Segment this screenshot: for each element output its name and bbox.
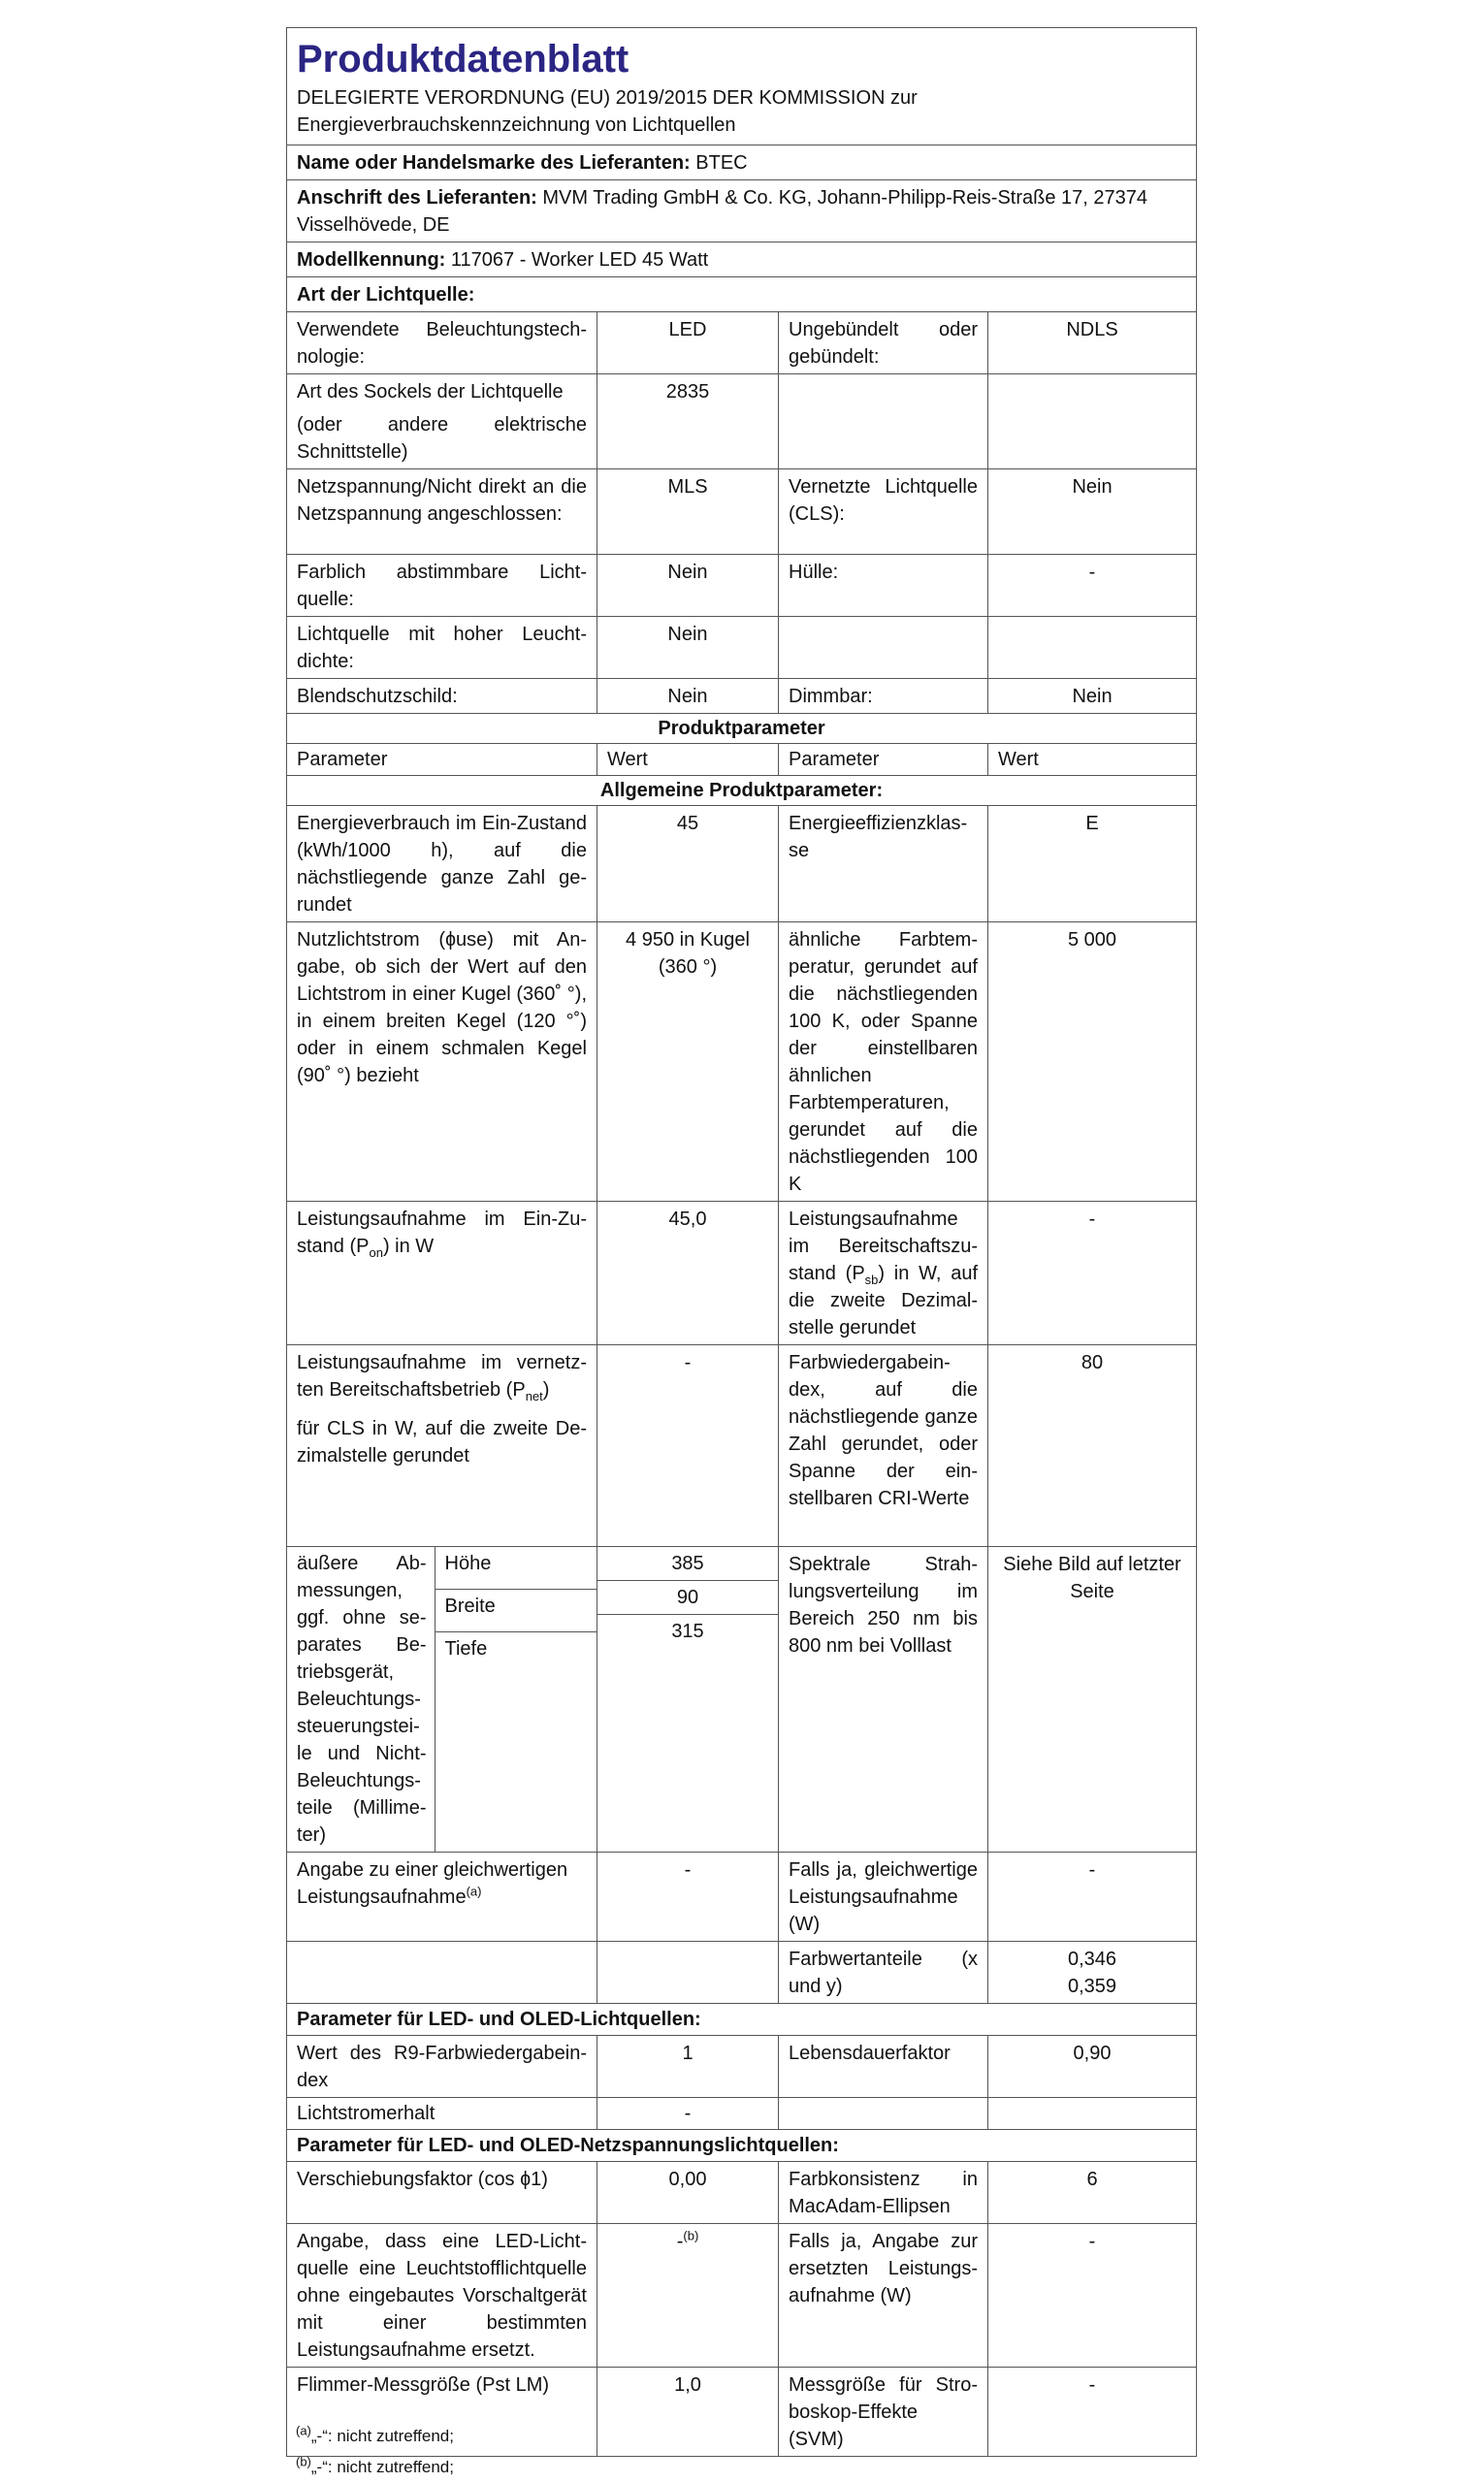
dimensions-values-cell bbox=[597, 1547, 779, 1853]
model-label: Modellkennung: bbox=[297, 249, 446, 271]
lumen-maintenance-label: Lichtstromerhalt bbox=[287, 2098, 597, 2130]
equivalent-power-value: - bbox=[597, 1853, 779, 1942]
color-temperature-label: ähnliche Farbtemperatur, gerundet auf die nächstliegenden 100 K, oder Spanne der einstellbaren ähnlichen Farbtemperaturen, gerundet auf die nächstliegenden 100 K bbox=[779, 922, 988, 1202]
type-row-4-value: Nein bbox=[597, 555, 779, 617]
standby-power-label-a: Leistungsaufnahme im Bereitschaftszustand (P bbox=[789, 1209, 978, 1284]
survival-factor-value: 0,90 bbox=[988, 2036, 1197, 2098]
model-value: 117067 - Worker LED 45 Watt bbox=[450, 249, 709, 271]
spectral-distribution-label: Spektrale Strahlungsverteilung im Bereich 250 nm bis 800 nm bei Volllast bbox=[779, 1547, 988, 1853]
width-label: Breite bbox=[435, 1589, 597, 1631]
color-consistency-label: Farbkonsistenz in MacAdam-Ellipsen bbox=[779, 2162, 988, 2224]
standby-power-sub: sb bbox=[864, 1273, 879, 1287]
col-header-value: Wert bbox=[597, 744, 779, 776]
col-header-value-2: Wert bbox=[988, 744, 1197, 776]
energy-consumption-label: Energieverbrauch im Ein-Zustand (kWh/1000 h), auf die nächstliegende ganze Zahl gerundet bbox=[287, 806, 597, 922]
chromaticity-empty bbox=[287, 1942, 597, 2004]
supplier-address-row bbox=[287, 180, 1197, 242]
networked-standby-sub: net bbox=[525, 1389, 543, 1403]
equivalent-power-label-text: Angabe zu einer gleichwertigen Leistungsaufnahme bbox=[297, 1859, 568, 1908]
height-label: Höhe bbox=[435, 1547, 597, 1589]
depth-value: 315 bbox=[671, 1621, 704, 1642]
type-row-4-label-2: Hülle: bbox=[779, 555, 988, 617]
height-value: 385 bbox=[597, 1547, 778, 1581]
footnote-a-text: „-“: nicht zutreffend; bbox=[310, 2427, 454, 2445]
type-row-5-label: Lichtquelle mit hoher Leuchtdichte: bbox=[287, 617, 597, 679]
svm-value: - bbox=[988, 2368, 1197, 2457]
replacement-claim-label: Angabe, dass eine LED-Lichtquelle eine Leuchtstofflichtquelle ohne eingebautes Vorschaltgerät mit einer bestimmten Leistungsaufnahme ersetzt. bbox=[287, 2224, 597, 2368]
supplier-address-value: MVM Trading GmbH & Co. KG, Johann-Philipp-Reis-Straße 17, 27374 Visselhövede, DE bbox=[297, 187, 1147, 236]
networked-standby-label bbox=[287, 1345, 597, 1547]
type-row-5-value: Nein bbox=[597, 617, 779, 679]
type-row-2-label bbox=[287, 374, 597, 469]
type-row-3-value: MLS bbox=[597, 469, 779, 555]
header-cell bbox=[287, 28, 1197, 145]
dimensions-cell bbox=[287, 1547, 597, 1853]
displacement-factor-value: 0,00 bbox=[597, 2162, 779, 2224]
type-row-4-label: Farblich abstimmbare Lichtquelle: bbox=[287, 555, 597, 617]
col-header-param-2: Parameter bbox=[779, 744, 988, 776]
type-row-6-label: Blendschutzschild: bbox=[287, 679, 597, 714]
replacement-claim-dash: - bbox=[676, 2231, 684, 2252]
on-mode-power-sub: on bbox=[369, 1245, 383, 1260]
type-row-3-value-2: Nein bbox=[988, 469, 1197, 555]
type-row-2-value: 2835 bbox=[597, 374, 779, 469]
footnote-b-text: „-“: nicht zutreffend; bbox=[310, 2458, 454, 2476]
r9-label: Wert des R9-Farbwiedergabeindex bbox=[287, 2036, 597, 2098]
sheet-table bbox=[286, 27, 1197, 2457]
luminous-flux-value: 4 950 in Kugel (360 °) bbox=[597, 922, 779, 1202]
on-mode-power-label-a: Leistungsaufnahme im Ein-Zustand (P bbox=[297, 1209, 587, 1257]
svm-label: Messgröße für Stroboskop-Effekte (SVM) bbox=[779, 2368, 988, 2457]
mains-params-heading: Parameter für LED- und OLED-Netzspannungslichtquellen: bbox=[287, 2130, 1197, 2162]
chromaticity-label: Farbwertanteile (x und y) bbox=[779, 1942, 988, 2004]
depth-label: Tiefe bbox=[444, 1638, 488, 1660]
footnote-a-mark: (a) bbox=[296, 2423, 311, 2438]
energy-consumption-value: 45 bbox=[597, 806, 779, 922]
flicker-label: Flimmer-Messgröße (Pst LM) bbox=[287, 2368, 597, 2457]
width-value: 90 bbox=[597, 1581, 778, 1615]
cri-label: Farbwiedergabeindex, auf die nächstliegende ganze Zahl gerundet, oder Spanne der einstellbaren CRI-Werte bbox=[779, 1345, 988, 1547]
equivalent-power-2-label: Falls ja, gleichwertige Leistungsaufnahme (W) bbox=[779, 1853, 988, 1942]
lumen-maintenance-value: - bbox=[597, 2098, 779, 2130]
footnote-a bbox=[296, 2421, 454, 2452]
type-row-1-label: Verwendete Beleuchtungstechnologie: bbox=[287, 312, 597, 374]
standby-power-label bbox=[779, 1202, 988, 1345]
supplier-name-value: BTEC bbox=[695, 152, 748, 174]
type-row-6-label-2: Dimmbar: bbox=[779, 679, 988, 714]
efficiency-class-value: E bbox=[988, 806, 1197, 922]
replaced-power-label: Falls ja, Angabe zur ersetzten Leistungsaufnahme (W) bbox=[779, 2224, 988, 2368]
type-row-1-label-2: Ungebündelt oder gebündelt: bbox=[779, 312, 988, 374]
chromaticity-x: 0,346 bbox=[1067, 1949, 1117, 1970]
type-row-3-label: Netzspannung/Nicht direkt an die Netzspannung angeschlossen: bbox=[287, 469, 597, 555]
networked-standby-label-b: ) bbox=[542, 1379, 550, 1401]
type-row-2-value-2 bbox=[988, 374, 1197, 469]
footnote-b-mark: (b) bbox=[296, 2454, 311, 2469]
footnotes bbox=[296, 2421, 454, 2483]
type-row-1-value: LED bbox=[597, 312, 779, 374]
socket-label: Art des Sockels der Lichtquelle bbox=[297, 381, 564, 403]
chromaticity-y: 0,359 bbox=[1067, 1976, 1117, 1997]
type-row-6-value-2: Nein bbox=[988, 679, 1197, 714]
replacement-claim-value bbox=[597, 2224, 779, 2368]
replaced-power-value: - bbox=[988, 2224, 1197, 2368]
type-row-4-value-2: - bbox=[988, 555, 1197, 617]
type-row-5-label-2 bbox=[779, 617, 988, 679]
type-row-1-value-2: NDLS bbox=[988, 312, 1197, 374]
col-header-param: Parameter bbox=[287, 744, 597, 776]
footnote-b bbox=[296, 2452, 454, 2483]
cri-value: 80 bbox=[988, 1345, 1197, 1547]
on-mode-power-label bbox=[287, 1202, 597, 1345]
type-row-5-value-2 bbox=[988, 617, 1197, 679]
color-consistency-value: 6 bbox=[988, 2162, 1197, 2224]
replacement-claim-sup: (b) bbox=[683, 2228, 699, 2243]
networked-standby-label-a: Leistungsaufnahme im vernetzten Bereitschaftsbetrieb (P bbox=[297, 1352, 587, 1401]
lumen-maintenance-empty-2 bbox=[988, 2098, 1197, 2130]
product-data-sheet bbox=[286, 27, 1196, 2457]
model-row bbox=[287, 242, 1197, 277]
color-temperature-value: 5 000 bbox=[988, 922, 1197, 1202]
equivalent-power-label bbox=[287, 1853, 597, 1942]
networked-standby-label-c: für CLS in W, auf die zweite Dezimalstelle gerundet bbox=[297, 1418, 587, 1467]
chromaticity-value bbox=[988, 1942, 1197, 2004]
general-params-heading: Allgemeine Produktparameter: bbox=[287, 776, 1197, 806]
r9-value: 1 bbox=[597, 2036, 779, 2098]
dimensions-label: äußere Abmessungen, ggf. ohne separates Betriebsgerät, Beleuchtungssteuerungsteile und Nicht-Beleuchtungsteile (Millimeter) bbox=[287, 1547, 435, 1852]
on-mode-power-value: 45,0 bbox=[597, 1202, 779, 1345]
efficiency-class-label: Energieeffizienzklasse bbox=[779, 806, 988, 922]
page-title: Produktdatenblatt bbox=[297, 38, 629, 81]
light-source-type-heading: Art der Lichtquelle: bbox=[287, 277, 1197, 312]
flicker-value: 1,0 bbox=[597, 2368, 779, 2457]
supplier-name-label: Name oder Handelsmarke des Lieferanten: bbox=[297, 152, 691, 174]
supplier-name-row bbox=[287, 145, 1197, 180]
survival-factor-label: Lebensdauerfaktor bbox=[779, 2036, 988, 2098]
networked-standby-value: - bbox=[597, 1345, 779, 1547]
supplier-address-label: Anschrift des Lieferanten: bbox=[297, 187, 537, 209]
on-mode-power-label-b: ) in W bbox=[382, 1236, 435, 1257]
type-row-2-label-2 bbox=[779, 374, 988, 469]
standby-power-value: - bbox=[988, 1202, 1197, 1345]
chromaticity-empty-2 bbox=[597, 1942, 779, 2004]
dimensions-table bbox=[287, 1547, 597, 1852]
regulation-subtitle: DELEGIERTE VERORDNUNG (EU) 2019/2015 DER KOMMISSION zur Energieverbrauchskennzeichnung von Lichtquellen bbox=[297, 87, 918, 136]
socket-label-note: (oder andere elektrische Schnittstelle) bbox=[297, 414, 587, 463]
equivalent-power-2-value: - bbox=[988, 1853, 1197, 1942]
led-params-heading: Parameter für LED- und OLED-Lichtquellen: bbox=[287, 2004, 1197, 2036]
type-row-3-label-2: Vernetzte Lichtquelle (CLS): bbox=[779, 469, 988, 555]
standby-power-label-b: ) in W, auf die zweite Dezimalstelle gerundet bbox=[789, 1263, 978, 1338]
luminous-flux-label: Nutzlichtstrom (ɸuse) mit Angabe, ob sich der Wert auf den Lichtstrom in einer Kugel (360˚ °), in einem breiten Kegel (120 °˚) oder in einem schmalen Kegel (90˚ °) bezieht bbox=[287, 922, 597, 1202]
equivalent-power-sup: (a) bbox=[466, 1884, 482, 1899]
product-params-heading: Produktparameter bbox=[287, 714, 1197, 744]
displacement-factor-label: Verschiebungsfaktor (cos ɸ1) bbox=[287, 2162, 597, 2224]
lumen-maintenance-empty bbox=[779, 2098, 988, 2130]
type-row-6-value: Nein bbox=[597, 679, 779, 714]
spectral-distribution-value: Siehe Bild auf letzter Seite bbox=[988, 1547, 1197, 1853]
